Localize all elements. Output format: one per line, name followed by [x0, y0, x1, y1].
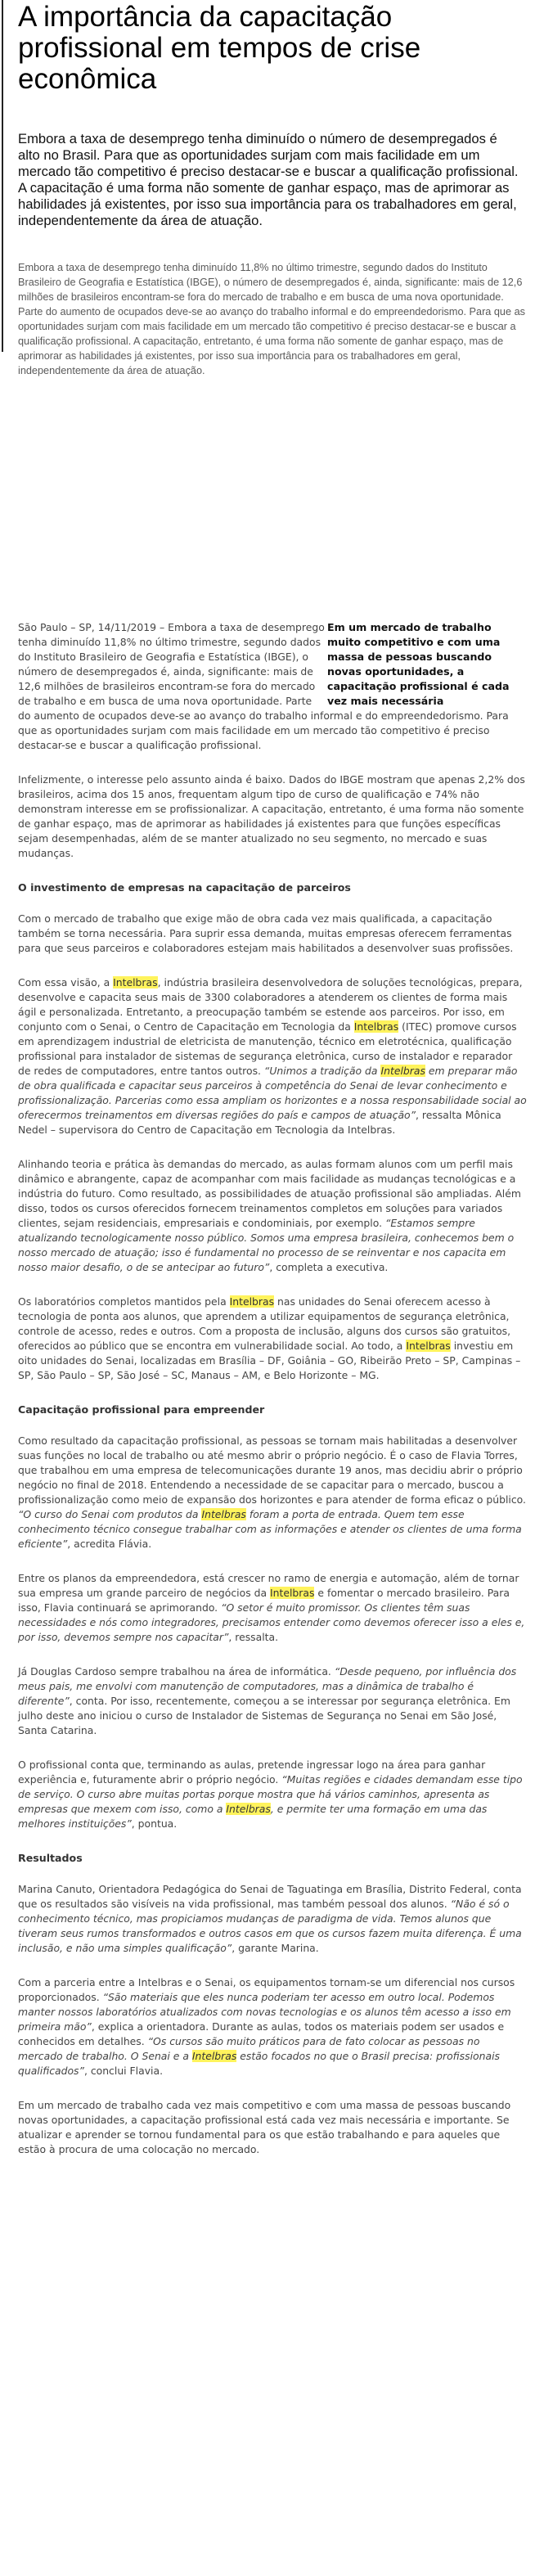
- brand-highlight: Intelbras: [113, 976, 158, 989]
- paragraph-7: Como resultado da capacitação profissional, as pessoas se tornam mais habilitadas a desenvolver suas funções no local de trabalho ou até mesmo abrir o próprio negócio. É o caso de Flavia Torres, que trabalhou em uma empresa de telecomunicações durante 19 anos, mas decidiu abrir o próprio negócio no final de 2018. Entendendo a necessidade de se capacitar para o mercado, buscou a profissionalização como meio de expansão dos horizontes e para atender de forma eficaz o público. “O curso do Senai com produtos da Intelbras foram a porta de entrada. Quem tem esse conhecimento técnico consegue trabalhar com as informações e atender os clientes de uma forma eficiente”, acredita Flávia.: [18, 1434, 526, 1550]
- heading-resultados: Resultados: [18, 1852, 83, 1864]
- brand-highlight: Intelbras: [353, 1020, 399, 1033]
- heading-empreender: Capacitação profissional para empreender: [18, 1403, 265, 1416]
- paragraph-12: Com a parceria entre a Intelbras e o Senai, os equipamentos tornam-se um diferencial nos cursos proporcionados. “São materiais que eles nunca poderiam ter acesso em outro local. Podemos manter nossos laboratórios atualizados com novas tecnologias e os alunos têm acesso a isso em primeira mão”, explica a orientadora. Durante as aulas, todos os materiais podem ser usados e conhecidos em detalhes. “Os cursos são muito práticos para de fato colocar as pessoas no mercado de trabalho. O Senai e a Intelbras estão focados no que o Brasil precisa: profissionais qualificados”, conclui Flavia.: [18, 1976, 515, 2077]
- brand-highlight: Intelbras: [201, 1508, 246, 1520]
- pull-quote: Em um mercado de trabalho muito competitivo e com uma massa de pessoas buscando novas oportunidades, a capacitação profissional é cada vez mais necessária: [327, 621, 510, 707]
- paragraph-1: [18, 620, 527, 753]
- brand-highlight: Intelbras: [406, 1340, 451, 1352]
- paragraph-8: Entre os planos da empreendedora, está crescer no ramo de energia e automação, além de tornar sua empresa um grande parceiro de negócios da Intelbras e fomentar o mercado brasileiro. Para isso, Flavia continuará se aprimorando. “O setor é muito promissor. Os clientes têm suas necessidades e nós como integradores, precisamos entender como devemos oferecer isso a eles e, por isso, devemos sempre nos capacitar”, ressalta.: [18, 1572, 525, 1643]
- paragraph-4: Com essa visão, a Intelbras, indústria brasileira desenvolvedora de soluções tecnológicas, prepara, desenvolve e capacita seus mais de 3300 colaboradores a atenderem os clientes de forma mais ágil e personalizada. Entretanto, a preocupação também se estende aos parceiros. Por isso, em conjunto com o Senai, o Centro de Capacitação em Tecnologia da Intelbras (ITEC) promove cursos em aprendizagem industrial de eletricista de manutenção, técnico em eletrotécnica, qualificação profissional para instalador de sistemas de segurança eletrônica, curso de instalador e reparador de redes de computadores, entre tantos outros. “Unimos a tradição da Intelbras em preparar mão de obra qualificada e capacitar seus parceiros à competência do Senai de levar conhecimento e profissionalização. Parcerias como essa ampliam os horizontes e a nossa responsabilidade social ao oferecermos treinamentos em diversas regiões do país e campos de atuação”, ressalta Mônica Nedel – supervisora do Centro de Capacitação em Tecnologia da Intelbras.: [18, 976, 527, 1136]
- article-lead: Embora a taxa de desemprego tenha diminuído o número de desempregados é alto no Brasil. Para que as oportunidades surjam com mais facilidade em um mercado tão competitivo é preciso destacar-se e buscar a qualificação profissional. A capacitação é uma forma não somente de ganhar espaço, mas de aprimorar as habilidades já existentes, por isso sua importância para os trabalhadores em geral, independentemente da área de atuação.: [18, 131, 519, 228]
- paragraph-9: Já Douglas Cardoso sempre trabalhou na área de informática. “Desde pequeno, por influência dos meus pais, me envolvi com manutenção de computadores, mas a dinâmica de trabalho é diferente”, conta. Por isso, recentemente, começou a se interessar por segurança eletrônica. Em julho deste ano iniciou o curso de Instalador de Sistemas de Segurança no Senai em São José, Santa Catarina.: [18, 1665, 517, 1736]
- brand-highlight: Intelbras: [191, 2050, 237, 2062]
- paragraph-10: O profissional conta que, terminando as aulas, pretende ingressar logo na área para ganhar experiência e, futuramente abrir o próprio negócio. “Muitas regiões e cidades demandam esse tipo de serviço. O curso abre muitas portas porque mostra que há vários caminhos, apresenta as empresas que mexem com isso, como a Intelbras, e permite ter uma formação em uma das melhores instituições”, pontua.: [18, 1759, 523, 1830]
- dateline: São Paulo – SP, 14/11/2019 –: [18, 621, 165, 633]
- paragraph-3: Com o mercado de trabalho que exige mão de obra cada vez mais qualificada, a capacitação também se torna necessária. Para suprir essa demanda, muitas empresas oferecem ferramentas para que seus parceiros e colaboradores estejam mais habilitados a desenvolver suas profissões.: [18, 912, 514, 954]
- brand-highlight: Intelbras: [226, 1803, 271, 1815]
- article-title: A importância da capacitação profissional em tempos de crise econômica: [18, 1, 421, 95]
- left-border: [2, 0, 3, 352]
- brand-highlight: Intelbras: [229, 1295, 275, 1308]
- brand-highlight: Intelbras: [380, 1065, 425, 1077]
- heading-investimento: O investimento de empresas na capacitação de parceiros: [18, 881, 351, 894]
- brand-highlight: Intelbras: [270, 1587, 315, 1599]
- paragraph-2: Infelizmente, o interesse pelo assunto ainda é baixo. Dados do IBGE mostram que apenas 2,2% dos brasileiros, acima dos 15 anos, frequentam algum tipo de curso de qualificação e 74% não demonstram interesse em se profissionalizar. A capacitação, entretanto, é uma forma não somente de ganhar espaço, mas de aprimorar as habilidades já existentes para que funções específicas sejam desempenhadas, além de se manter atualizado no seu segmento, no mercado e suas mudanças.: [18, 773, 525, 859]
- paragraph-1-text: Embora a taxa de desemprego tenha diminuído 11,8% no último trimestre, segundo dados do Instituto Brasileiro de Geografia e Estatística (IBGE), o número de desempregados é, ainda, significante: mais de 12,6 milhões de brasileiros encontram-se fora do mercado de trabalho e em busca de uma nova oportunidade. Parte do aumento de ocupados deve-se ao avanço do trabalho informal e do empreendedorismo. Para que as oportunidades surjam com mais facilidade em um mercado tão competitivo é preciso destacar-se e buscar a qualificação profissional.: [18, 621, 509, 751]
- paragraph-11: Marina Canuto, Orientadora Pedagógica do Senai de Taguatinga em Brasília, Distrito Federal, conta que os resultados são visíveis na vida profissional, mas também pessoal dos alunos. “Não é só o conhecimento técnico, mas propiciamos mudanças de paradigma de vida. Temos alunos que tiveram seus rumos transformados e outros casos em que os cursos fazem muita diferença. É uma inclusão, e não uma simples qualificação”, garante Marina.: [18, 1883, 522, 1954]
- paragraph-5: Alinhando teoria e prática às demandas do mercado, as aulas formam alunos com um perfil mais dinâmico e abrangente, capaz de acompanhar com mais facilidade as mudanças tecnológicas e a indústria do futuro. Como resultado, as possibilidades de atuação profissional são ampliadas. Além disso, todos os cursos oferecidos fornecem treinamentos completos em soluções para variados clientes, sejam residenciais, empresariais e condominiais, por exemplo. “Estamos sempre atualizando tecnologicamente nosso público. Somos uma empresa brasileira, conhecemos bem o nosso mercado de atuação; isso é fundamental no processo de se reinventar e nos capacita em nosso maior desafio, o de se antecipar ao futuro”, completa a executiva.: [18, 1158, 521, 1273]
- pull-quote-space: [327, 620, 527, 709]
- paragraph-6: Os laboratórios completos mantidos pela Intelbras nas unidades do Senai oferecem acesso à tecnologia de ponta aos alunos, que aprendem a utilizar equipamentos de segurança eletrônica, controle de acesso, redes e outros. Com a proposta de inclusão, alguns dos cursos são gratuitos, oferecidos ao público que se encontra em vulnerabilidade social. Ao todo, a Intelbras investiu em oito unidades do Senai, localizadas em Brasília – DF, Goiânia – GO, Ribeirão Preto – SP, Campinas – SP, São Paulo – SP, São José – SC, Manaus – AM, e Belo Horizonte – MG.: [18, 1295, 521, 1381]
- article-body: [18, 620, 527, 2177]
- paragraph-13: Em um mercado de trabalho cada vez mais competitivo e com uma massa de pessoas buscando novas oportunidades, a capacitação profissional está cada vez mais necessária e importante. Se atualizar e aprender se tornou fundamental para os que estão trabalhando e para aqueles que estão à procura de uma colocação no mercado.: [18, 2099, 511, 2155]
- article-intro: Embora a taxa de desemprego tenha diminuído 11,8% no último trimestre, segundo dados do Instituto Brasileiro de Geografia e Estatística (IBGE), o número de desempregados é, ainda, significante: mais de 12,6 milhões de brasileiros encontram-se fora do mercado de trabalho e em busca de uma nova oportunidade. Parte do aumento de ocupados deve-se ao avanço do trabalho informal e do empreendedorismo. Para que as oportunidades surjam com mais facilidade em um mercado tão competitivo é preciso destacar-se e buscar a qualificação profissional. A capacitação, entretanto, é uma forma não somente de ganhar espaço, mas de aprimorar as habilidades já existentes, por isso sua importância para os trabalhadores em geral, independentemente da área de atuação.: [18, 262, 525, 376]
